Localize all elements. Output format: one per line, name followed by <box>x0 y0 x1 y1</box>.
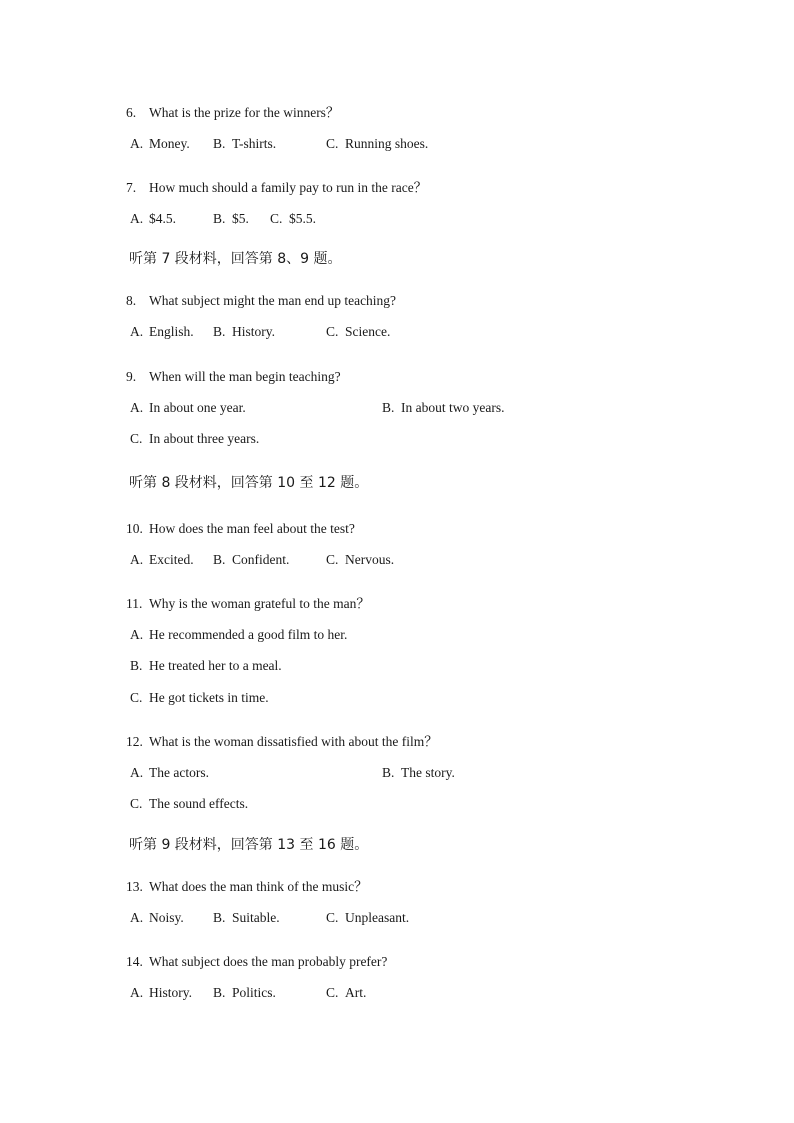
section-heading: 听第 9 段材料，回答第 13 至 16 题。 <box>129 837 369 853</box>
option-b <box>213 551 289 569</box>
option-text: T-shirts. <box>232 136 277 151</box>
option-text: History. <box>149 985 192 1000</box>
question-text: What is the prize for the winners？ <box>149 105 340 120</box>
option-letter: C. <box>130 796 143 811</box>
option-text: History. <box>232 324 275 339</box>
option-text: In about one year. <box>149 400 246 415</box>
option-letter: C. <box>326 136 339 151</box>
option-b <box>213 984 276 1002</box>
option-c <box>326 551 394 569</box>
option-letter: C. <box>130 690 143 705</box>
option-text: In about three years. <box>149 431 260 446</box>
option-c <box>326 323 390 341</box>
option-a <box>130 764 209 782</box>
question-text: What subject might the man end up teaching? <box>149 293 397 308</box>
option-letter: B. <box>382 400 395 415</box>
option-c <box>130 795 248 813</box>
question-text: What subject does the man probably prefer? <box>149 954 388 969</box>
option-text: Art. <box>345 985 367 1000</box>
option-text: Running shoes. <box>345 136 429 151</box>
option-a <box>130 399 246 417</box>
option-letter: A. <box>130 136 144 151</box>
option-letter: C. <box>326 552 339 567</box>
option-b <box>130 657 282 675</box>
question-text: When will the man begin teaching? <box>149 369 341 384</box>
option-b <box>382 399 504 417</box>
option-letter: B. <box>213 136 226 151</box>
question-text: How does the man feel about the test? <box>149 521 355 536</box>
option-letter: B. <box>213 211 226 226</box>
option-letter: B. <box>213 985 226 1000</box>
option-letter: C. <box>326 910 339 925</box>
option-letter: A. <box>130 765 144 780</box>
option-letter: B. <box>213 910 226 925</box>
option-letter: A. <box>130 627 144 642</box>
option-letter: A. <box>130 985 144 1000</box>
question-text: Why is the woman grateful to the man？ <box>149 596 370 611</box>
question-number: 14. <box>126 954 143 969</box>
option-letter: C. <box>130 431 143 446</box>
option-a <box>130 210 176 228</box>
option-letter: C. <box>326 985 339 1000</box>
question-number: 8. <box>126 293 137 308</box>
option-text: Money. <box>149 136 190 151</box>
section-heading: 听第 8 段材料，回答第 10 至 12 题。 <box>129 475 369 491</box>
option-text: The actors. <box>149 765 209 780</box>
option-c <box>130 430 259 448</box>
option-text: Nervous. <box>345 552 395 567</box>
section-heading: 听第 7 段材料，回答第 8、9 题。 <box>129 251 342 267</box>
option-a <box>130 135 190 153</box>
question-number: 11. <box>126 596 143 611</box>
option-text: In about two years. <box>401 400 505 415</box>
option-text: Unpleasant. <box>345 910 410 925</box>
option-letter: C. <box>326 324 339 339</box>
option-text: English. <box>149 324 194 339</box>
option-c <box>270 210 316 228</box>
option-letter: B. <box>213 552 226 567</box>
option-letter: B. <box>130 658 143 673</box>
option-b <box>382 764 455 782</box>
question-text: What does the man think of the music？ <box>149 879 368 894</box>
option-c <box>326 909 409 927</box>
question-number: 7. <box>126 180 137 195</box>
option-letter: B. <box>382 765 395 780</box>
option-text: He recommended a good film to her. <box>149 627 348 642</box>
option-text: Confident. <box>232 552 290 567</box>
option-text: He got tickets in time. <box>149 690 269 705</box>
option-letter: C. <box>270 211 283 226</box>
question-number: 6. <box>126 105 137 120</box>
option-letter: A. <box>130 910 144 925</box>
option-b <box>213 135 276 153</box>
option-letter: A. <box>130 552 144 567</box>
option-text: Science. <box>345 324 391 339</box>
question-number: 12. <box>126 734 143 749</box>
option-letter: B. <box>213 324 226 339</box>
option-a <box>130 551 194 569</box>
option-c <box>326 135 428 153</box>
option-letter: A. <box>130 400 144 415</box>
option-a <box>130 984 192 1002</box>
option-text: Suitable. <box>232 910 280 925</box>
option-a <box>130 323 194 341</box>
option-text: Politics. <box>232 985 276 1000</box>
option-text: Noisy. <box>149 910 184 925</box>
option-text: $4.5. <box>149 211 176 226</box>
question-text: What is the woman dissatisfied with about the film？ <box>149 734 438 749</box>
option-a <box>130 909 184 927</box>
option-c <box>130 689 269 707</box>
question-number: 13. <box>126 879 143 894</box>
option-text: He treated her to a meal. <box>149 658 282 673</box>
option-text: The story. <box>401 765 455 780</box>
question-text: How much should a family pay to run in the race？ <box>149 180 428 195</box>
option-b <box>213 323 275 341</box>
option-c <box>326 984 366 1002</box>
option-text: The sound effects. <box>149 796 249 811</box>
option-letter: A. <box>130 324 144 339</box>
option-text: $5. <box>232 211 249 226</box>
option-b <box>213 210 249 228</box>
option-text: $5.5. <box>289 211 316 226</box>
option-letter: A. <box>130 211 144 226</box>
option-b <box>213 909 280 927</box>
question-number: 10. <box>126 521 143 536</box>
question-number: 9. <box>126 369 137 384</box>
option-text: Excited. <box>149 552 194 567</box>
option-a <box>130 626 347 644</box>
